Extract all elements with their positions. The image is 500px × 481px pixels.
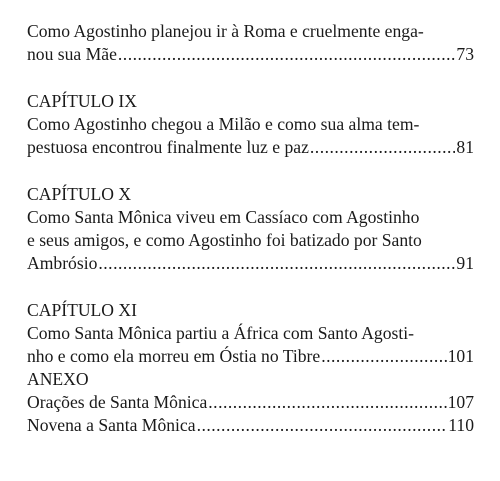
- toc-entry-text-line: e seus amigos, e como Agostinho foi batizado por Santo: [27, 230, 422, 250]
- toc-entry-text: nho e como ela morreu em Óstia no Tibre: [27, 346, 321, 366]
- toc-entry-last-line: [27, 136, 474, 159]
- page-number: 101: [447, 346, 474, 366]
- dot-leader: [321, 345, 446, 368]
- toc-annex-item: [27, 414, 474, 437]
- toc-chapter-ix: [27, 90, 474, 159]
- dot-leader: [118, 43, 456, 66]
- toc-chapter-xi: [27, 299, 474, 368]
- chapter-heading: CAPÍTULO XI: [27, 300, 137, 320]
- page-number: 91: [456, 253, 474, 273]
- annex-heading: ANEXO: [27, 369, 89, 389]
- chapter-heading: CAPÍTULO X: [27, 184, 132, 204]
- toc-entry-last-line: [27, 345, 474, 368]
- table-of-contents: [27, 20, 474, 437]
- toc-annex: [27, 368, 474, 437]
- dot-leader: [197, 414, 448, 437]
- toc-annex-item: [27, 391, 474, 414]
- page-number: 107: [447, 392, 474, 412]
- page-number: 81: [456, 137, 474, 157]
- dot-leader: [310, 136, 456, 159]
- toc-entry-text: nou sua Mãe: [27, 44, 117, 64]
- dot-leader: [208, 391, 446, 414]
- chapter-heading: CAPÍTULO IX: [27, 91, 137, 111]
- toc-entry-text-line: Como Agostinho planejou ir à Roma e cruelmente enga-: [27, 21, 424, 41]
- toc-entry-text: pestuosa encontrou finalmente luz e paz: [27, 137, 309, 157]
- toc-entry-text-line: Como Santa Mônica viveu em Cassíaco com Agostinho: [27, 207, 420, 227]
- toc-entry-text: Orações de Santa Mônica: [27, 392, 208, 412]
- toc-entry-text: Novena a Santa Mônica: [27, 415, 196, 435]
- toc-entry-text: Ambrósio: [27, 253, 98, 273]
- dot-leader: [98, 252, 455, 275]
- page-number: 110: [448, 415, 474, 435]
- toc-chapter-x: [27, 183, 474, 275]
- toc-entry-text-line: Como Santa Mônica partiu a África com Santo Agosti-: [27, 323, 414, 343]
- toc-entry-last-line: [27, 43, 474, 66]
- page-number: 73: [456, 44, 474, 64]
- toc-entry-viii: [27, 20, 474, 66]
- toc-entry-text-line: Como Agostinho chegou a Milão e como sua alma tem-: [27, 114, 420, 134]
- toc-entry-last-line: [27, 252, 474, 275]
